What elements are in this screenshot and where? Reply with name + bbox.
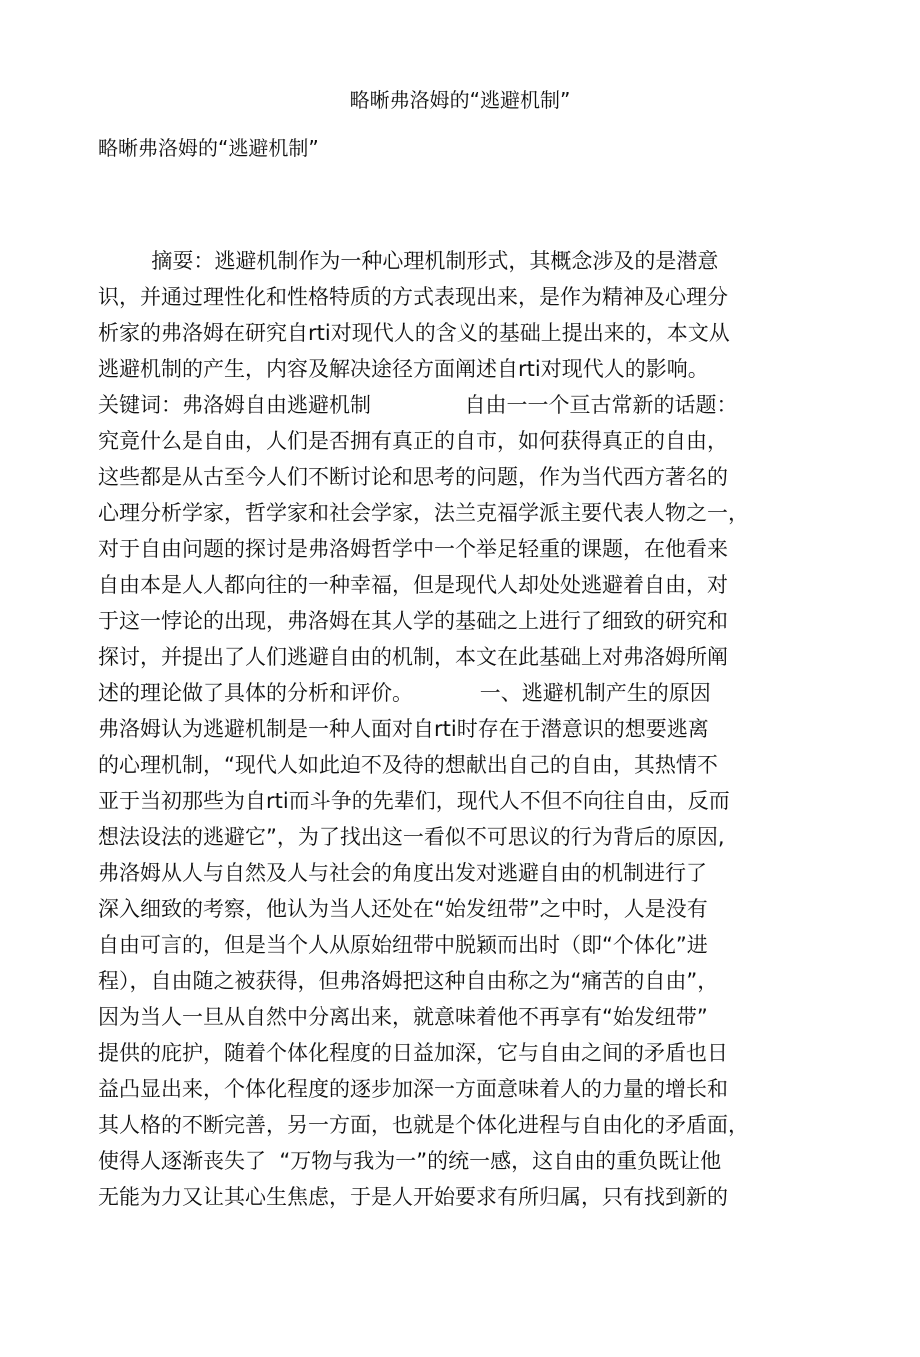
- text-line: 究竟什么是自由，人们是否拥有真正的自市，如何获得真正的自由，: [98, 429, 728, 453]
- text-line: 因为当人一旦从自然中分离出来，就意味着他不再享有“始发纽带”: [98, 1005, 708, 1029]
- text-line: 关键词：弗洛姆自由逃避机制 自由一一个亘古常新的话题：: [98, 393, 738, 417]
- text-line: 亚于当初那些为自rti而斗争的先辈们，现代人不但不向往自由，反而: [98, 789, 730, 813]
- text-line: 述的理论做了具体的分析和评价。 一、逃避机制产生的原因: [98, 681, 711, 705]
- text-line: 想法设法的逃避它”，为了找出这一看似不可思议的行为背后的原因,: [98, 825, 725, 849]
- text-line: 逃避机制的产生，内容及解决途径方面阐述自rti对现代人的影响。: [98, 357, 709, 381]
- body-text: [98, 243, 818, 1215]
- text-line: 这些都是从古至今人们不断讨论和思考的问题，作为当代西方著名的: [98, 465, 728, 489]
- text-line: 提供的庇护，随着个体化程度的日益加深，它与自由之间的矛盾也日: [98, 1041, 728, 1065]
- text-line: 识，并通过理性化和性格特质的方式表现出来，是作为精神及心理分: [98, 285, 728, 309]
- text-line: 自由可言的，但是当个人从原始纽带中脱颖而出时（即“个体化”进: [98, 933, 708, 957]
- document-title: 略晰弗洛姆的“逃避机制”: [349, 88, 571, 112]
- text-line: 探讨，并提出了人们逃避自由的机制，本文在此基础上对弗洛姆所阐: [98, 645, 728, 669]
- text-line: 无能为力又让其心生焦虑，于是人开始要求有所归属，只有找到新的: [98, 1185, 728, 1209]
- text-line: 的心理机制，“现代人如此迫不及待的想献出自己的自由，其热情不: [98, 753, 718, 777]
- text-line: 析家的弗洛姆在研究自rti对现代人的含义的基础上提出来的，本文从: [98, 321, 730, 345]
- text-line: 弗洛姆认为逃避机制是一种人面对自rti时存在于潜意识的想要逃离: [98, 717, 709, 741]
- text-line: 使得人逐渐丧失了 “万物与我为一”的统一感，这自由的重负既让他: [98, 1149, 722, 1173]
- text-line: 摘耍：逃避机制作为一种心理机制形式，其概念涉及的是潜意: [98, 249, 719, 273]
- text-line: 弗洛姆从人与自然及人与社会的角度出发对逃避自由的机制进行了: [98, 861, 707, 885]
- text-line: 程），自由随之被获得，但弗洛姆把这种自由称之为“痛苦的自由”，: [98, 969, 719, 993]
- text-line: 深入细致的考察，他认为当人还处在“始发纽带”之中时，人是没有: [98, 897, 708, 921]
- text-line: 其人格的不断完善，另一方面，也就是个体化进程与自由化的矛盾面，: [98, 1113, 749, 1137]
- text-line: 自由本是人人都向往的一种幸福，但是现代人却处处逃避着自由，对: [98, 573, 728, 597]
- text-line: 于这一悖论的出现，弗洛姆在其人学的基础之上进行了细致的研究和: [98, 609, 728, 633]
- document-subtitle: 略晰弗洛姆的“逃避机制”: [98, 136, 319, 160]
- text-line: 心理分析学家，哲学家和社会学家，法兰克福学派主要代表人物之一，: [98, 501, 749, 525]
- text-line: 益凸显出来，个体化程度的逐步加深一方面意味着人的力量的增长和: [98, 1077, 728, 1101]
- text-line: 对于自由问题的探讨是弗洛姆哲学中一个举足轻重的课题，在他看来: [98, 537, 728, 561]
